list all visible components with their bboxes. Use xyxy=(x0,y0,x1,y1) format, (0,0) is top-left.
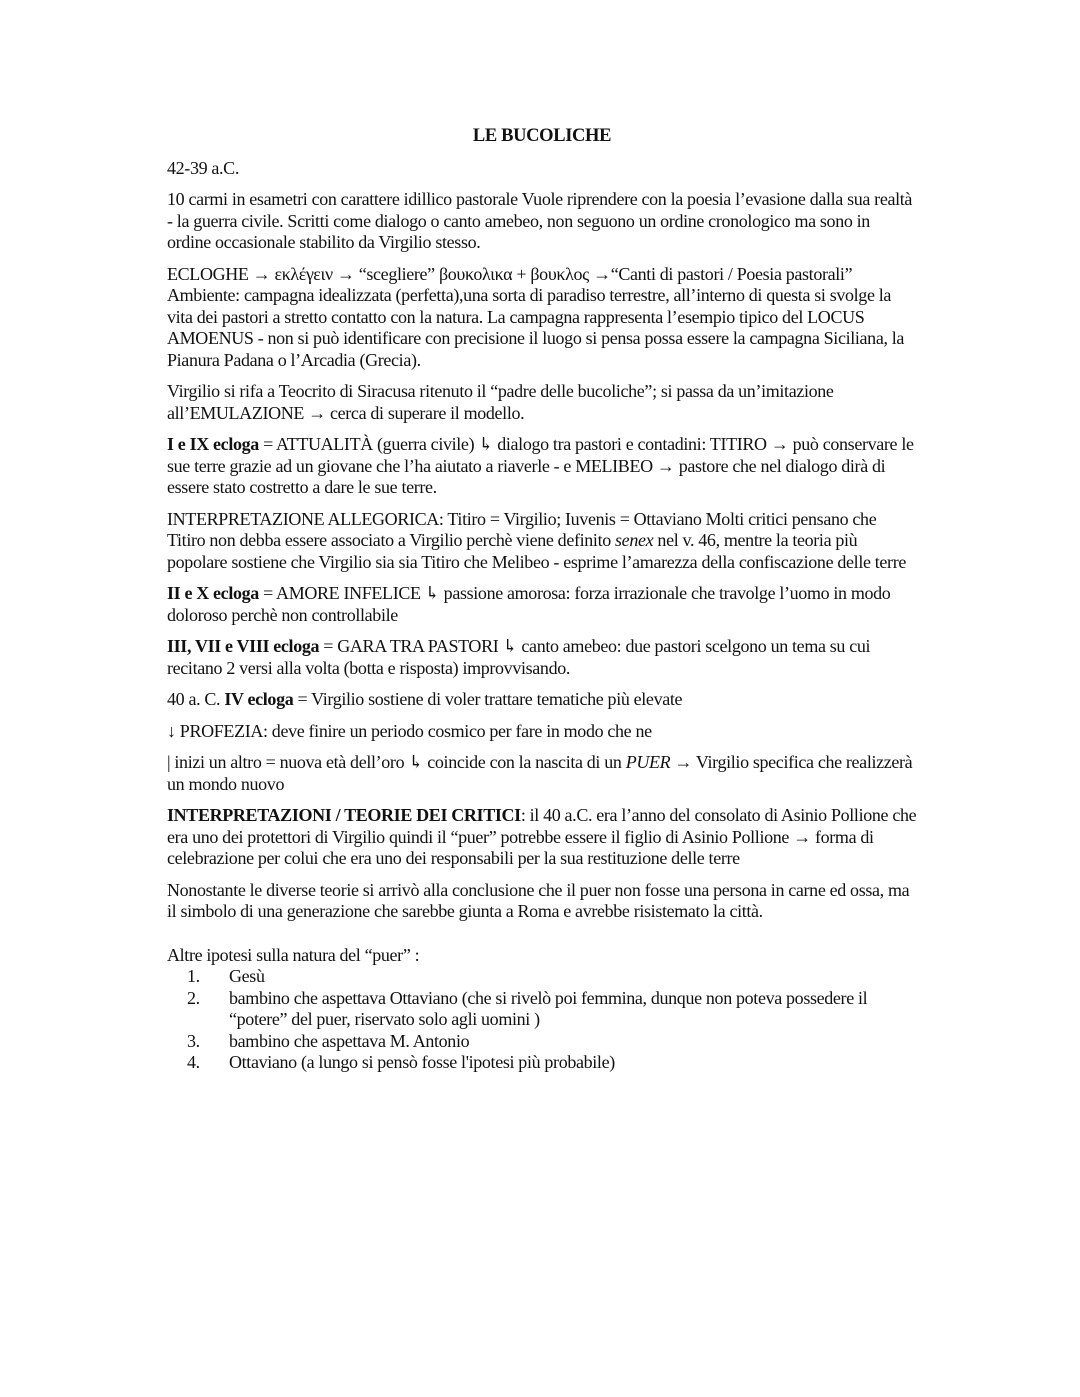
eta-oro-text-2: → Virgilio specifica che realizzerà un mondo nuovo xyxy=(167,752,913,794)
ecloga-1-9-text: = ATTUALITÀ (guerra civile) ↳ dialogo tra pastori e contadini: TITIRO → può conservare le sue terre grazie ad un giovane che l’ha aiutato a riaverle - e MELIBEO → pastore che nel dialogo dirà di essere stato costretto a dare le sue terre. xyxy=(167,434,914,497)
ecloghe-paragraph: ECLOGHE → εκλέγειν → “scegliere” βουκολικα + βουκλος →“Canti di pastori / Poesia pastorali” Ambiente: campagna idealizzata (perfetta),una sorta di paradiso terrestre, all’interno di questa si svolge la vita dei pastori a stretto contatto con la natura. La campagna rappresenta l’esempio tipico del LOCUS AMOENUS - non si può identificare con precisione il luogo si pensa possa essere la campagna Siciliana, la Pianura Padana o l’Arcadia (Grecia). xyxy=(167,263,905,370)
list-item xyxy=(167,988,917,1031)
teocrito-paragraph: Virgilio si rifa a Teocrito di Siracusa ritenuto il “padre delle bucoliche”; si passa da un’imitazione all’EMULAZIONE → cerca di superare il modello. xyxy=(167,381,834,423)
ecloga-4-text: = Virgilio sostiene di voler trattare tematiche più elevate xyxy=(293,689,683,709)
document-page xyxy=(167,126,917,1074)
list-item-number: 2. xyxy=(187,987,200,1008)
interpretazioni-text: : il 40 a.C. era l’anno del consolato di Asinio Pollione che era uno dei protettori di Virgilio quindi il “puer” potrebbe essere il figlio di Asinio Pollione → forma di celebrazione per colui che era uno dei responsabili per la sua restituzione delle terre xyxy=(167,805,917,868)
ecloga-4-paragraph xyxy=(167,689,917,711)
ecloga-3-7-8-label: III, VII e VIII ecloga xyxy=(167,636,320,656)
ecloga-2-10-paragraph xyxy=(167,583,917,626)
profezia-paragraph: ↓ PROFEZIA: deve finire un periodo cosmico per fare in modo che ne xyxy=(167,720,652,741)
list-item xyxy=(167,1031,917,1053)
allegorica-text-2: nel v. 46, mentre la teoria più popolare sostiene che Virgilio sia sia Titiro che Melibeo - esprime l’amarezza della confiscazione delle terre xyxy=(167,530,906,572)
ecloga-3-7-8-text: = GARA TRA PASTORI ↳ canto amebeo: due pastori scelgono un tema su cui recitano 2 versi alla volta (botta e risposta) improvvisando. xyxy=(167,636,871,678)
list-item xyxy=(167,1052,917,1074)
allegorica-text-1: INTERPRETAZIONE ALLEGORICA: Titiro = Virgilio; Iuvenis = Ottaviano Molti critici pensano che Titiro non debba essere associato a Virgilio perchè viene definito xyxy=(167,508,877,550)
eta-oro-text-1: | inizi un altro = nuova età dell’oro ↳ coincide con la nascita di un xyxy=(167,752,626,772)
ecloga-2-10-text: = AMORE INFELICE ↳ passione amorosa: forza irrazionale che travolge l’uomo in modo doloroso perchè non controllabile xyxy=(167,583,891,625)
list-item-text: Gesù xyxy=(229,966,265,986)
interpretazioni-paragraph xyxy=(167,805,917,870)
ecloga-3-7-8-paragraph xyxy=(167,636,917,679)
ecloga-1-9-paragraph xyxy=(167,434,917,499)
list-item-text: bambino che aspettava Ottaviano (che si rivelò poi femmina, dunque non poteva possedere il “potere” del puer, riservato solo agli uomini ) xyxy=(229,987,868,1029)
intro-paragraph: 10 carmi in esametri con carattere idillico pastorale Vuole riprendere con la poesia l’evasione dalla sua realtà - la guerra civile. Scritti come dialogo o canto amebeo, non seguono un ordine cronologico ma sono in ordine occasionale stabilito da Virgilio stesso. xyxy=(167,189,913,252)
list-item-number: 3. xyxy=(187,1030,200,1051)
list-intro: Altre ipotesi sulla natura del “puer” : xyxy=(167,944,420,965)
list-item-number: 4. xyxy=(187,1052,200,1072)
allegorica-paragraph xyxy=(167,509,917,574)
senex-word: senex xyxy=(615,530,654,550)
list-item-text: Ottaviano (a lungo si pensò fosse l'ipotesi più probabile) xyxy=(229,1052,615,1072)
list-item xyxy=(167,966,917,988)
conclusione-paragraph: Nonostante le diverse teorie si arrivò alla conclusione che il puer non fosse una persona in carne ed ossa, ma il simbolo di una generazione che sarebbe giunta a Roma e avrebbe risistemato la città. xyxy=(167,879,910,921)
date-paragraph: 42-39 a.C. xyxy=(167,157,239,178)
ecloga-4-date: 40 a. C. xyxy=(167,689,225,709)
interpretazioni-label: INTERPRETAZIONI / TEORIE DEI CRITICI xyxy=(167,805,521,825)
ecloga-4-label: IV ecloga xyxy=(224,689,294,709)
list-item-number: 1. xyxy=(187,966,200,986)
puer-word: PUER xyxy=(625,752,671,772)
ecloga-1-9-label: I e IX ecloga xyxy=(167,434,259,454)
spacer xyxy=(167,933,917,945)
list-item-text: bambino che aspettava M. Antonio xyxy=(229,1030,470,1051)
eta-oro-paragraph xyxy=(167,752,917,795)
ecloga-2-10-label: II e X ecloga xyxy=(167,583,259,603)
hypotheses-list xyxy=(167,966,917,1074)
document-title: LE BUCOLICHE xyxy=(472,126,612,146)
